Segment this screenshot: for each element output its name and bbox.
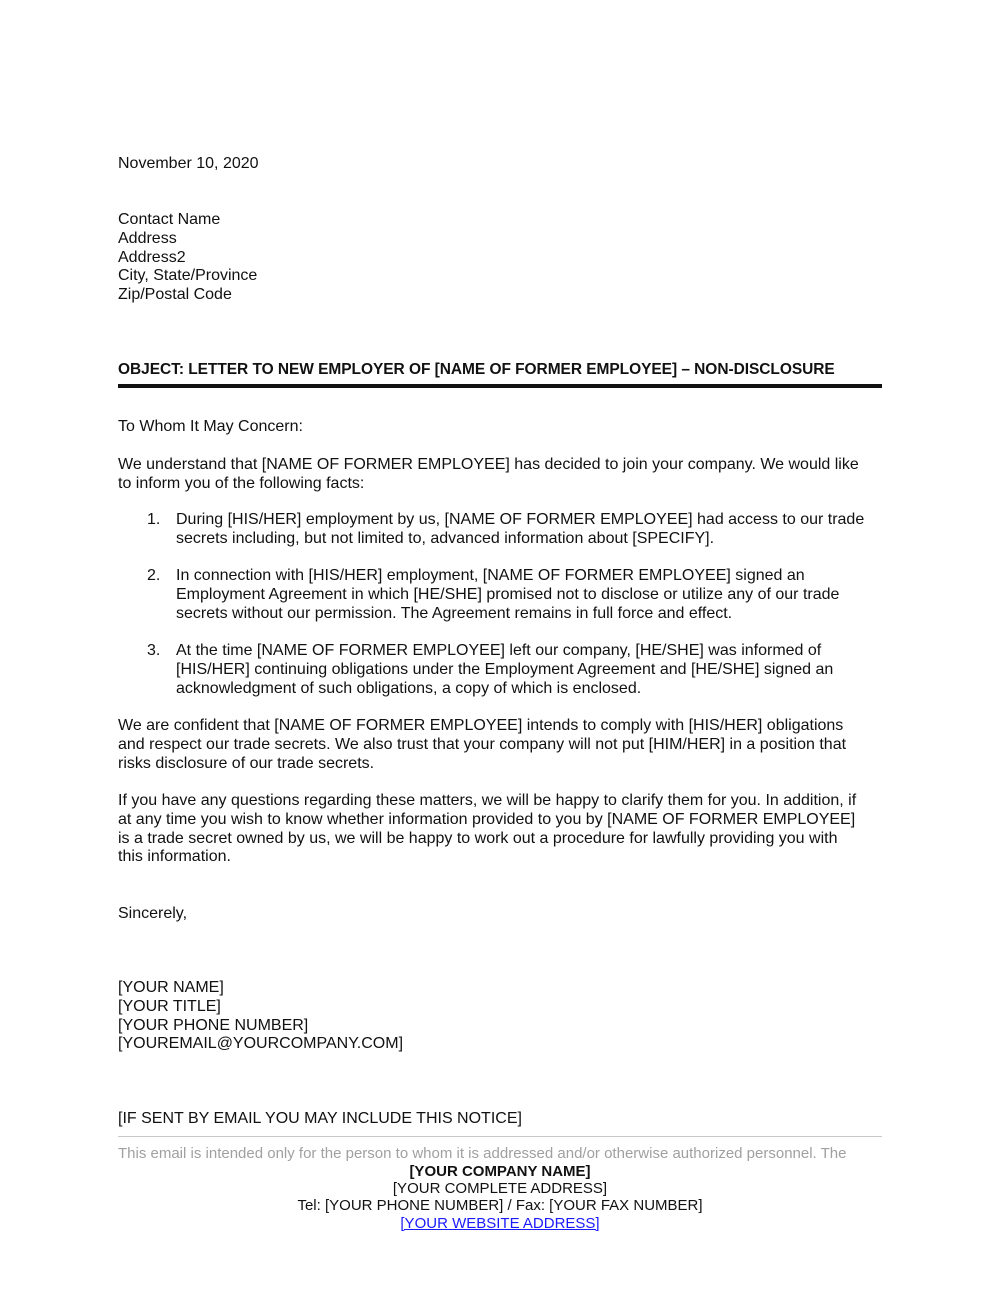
subject-divider — [118, 384, 882, 388]
recipient-address-line1: Address — [118, 229, 177, 247]
footer-company-name: [YOUR COMPANY NAME] — [409, 1163, 591, 1180]
fact-number: 1. — [147, 511, 161, 528]
signature-name: [YOUR NAME] — [118, 979, 224, 996]
notice-divider — [118, 1136, 882, 1137]
paragraph-line: If you have any questions regarding these matters, we will be happy to clarify them for you. In addition, if — [118, 792, 857, 809]
fact-line: At the time [NAME OF FORMER EMPLOYEE] left our company, [HE/SHE] was informed of — [176, 642, 822, 659]
paragraph-line: We are confident that [NAME OF FORMER EMPLOYEE] intends to comply with [HIS/HER] obligations — [118, 717, 844, 734]
fact-line: secrets without our permission. The Agreement remains in full force and effect. — [176, 604, 733, 622]
paragraph-line: risks disclosure of our trade secrets. — [118, 754, 375, 772]
footer-address: [YOUR COMPLETE ADDRESS] — [392, 1180, 608, 1198]
fact-line: Employment Agreement in which [HE/SHE] promised not to disclose or utilize any of our trade — [176, 585, 840, 603]
email-disclaimer: This email is intended only for the person to whom it is addressed and/or otherwise authorized personnel. The — [118, 1145, 847, 1162]
fact-number: 3. — [147, 642, 161, 659]
fact-number: 2. — [147, 567, 161, 584]
fact-line: In connection with [HIS/HER] employment, [NAME OF FORMER EMPLOYEE] signed an — [176, 567, 805, 584]
paragraph-line: this information. — [118, 848, 231, 866]
fact-text — [176, 511, 886, 549]
fact-line: secrets including, but not limited to, advanced information about [SPECIFY]. — [176, 529, 715, 547]
signature-email: [YOUREMAIL@YOURCOMPANY.COM] — [118, 1035, 404, 1053]
company-footer — [0, 1163, 1000, 1232]
intro-paragraph — [118, 456, 882, 494]
fact-text — [176, 567, 886, 623]
recipient-zip: Zip/Postal Code — [118, 286, 232, 304]
intro-line: to inform you of the following facts: — [118, 474, 365, 492]
signature-block — [118, 979, 882, 1054]
closing: Sincerely, — [118, 905, 188, 922]
recipient-city-state: City, State/Province — [118, 267, 258, 285]
paragraph-line: at any time you wish to know whether information provided to you by [NAME OF FORMER EMPLOYEE] — [118, 810, 856, 828]
footer-contact: Tel: [YOUR PHONE NUMBER] / Fax: [YOUR FAX NUMBER] — [297, 1197, 703, 1215]
fact-line: acknowledgment of such obligations, a copy of which is enclosed. — [176, 679, 642, 697]
paragraph-line: is a trade secret owned by us, we will be happy to work out a procedure for lawfully providing you with — [118, 829, 838, 847]
questions-paragraph — [118, 792, 882, 867]
email-notice-label: [IF SENT BY EMAIL YOU MAY INCLUDE THIS NOTICE] — [118, 1110, 522, 1127]
paragraph-line: and respect our trade secrets. We also trust that your company will not put [HIM/HER] in a position that — [118, 735, 847, 753]
fact-text — [176, 642, 886, 698]
fact-line: [HIS/HER] continuing obligations under the Employment Agreement and [HE/SHE] signed an — [176, 660, 834, 678]
recipient-address-line2: Address2 — [118, 248, 186, 266]
signature-title: [YOUR TITLE] — [118, 997, 221, 1015]
confidence-paragraph — [118, 717, 882, 773]
footer-website-link[interactable]: [YOUR WEBSITE ADDRESS] — [400, 1214, 600, 1232]
salutation: To Whom It May Concern: — [118, 418, 303, 435]
subject-heading: OBJECT: LETTER TO NEW EMPLOYER OF [NAME OF FORMER EMPLOYEE] – NON-DISCLOSURE — [118, 361, 835, 378]
recipient-address — [118, 211, 882, 305]
letter-date: November 10, 2020 — [118, 155, 259, 172]
fact-line: During [HIS/HER] employment by us, [NAME OF FORMER EMPLOYEE] had access to our trade — [176, 511, 865, 528]
signature-phone: [YOUR PHONE NUMBER] — [118, 1016, 309, 1034]
recipient-contact-name: Contact Name — [118, 211, 221, 228]
intro-line: We understand that [NAME OF FORMER EMPLOYEE] has decided to join your company. We would like — [118, 456, 859, 473]
